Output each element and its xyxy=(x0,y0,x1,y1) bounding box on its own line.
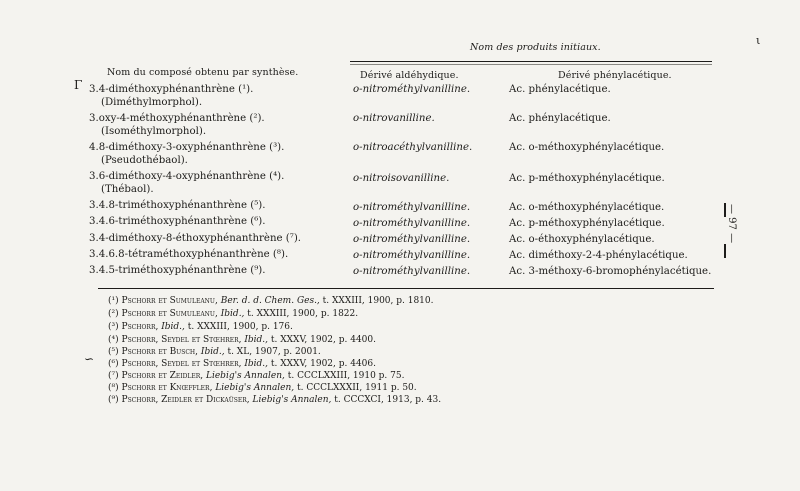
footnote-rest: t. XL, 1907, p. 2001. xyxy=(227,347,321,357)
footnote-authors: Pschorr, Seydel et Stœhrer, xyxy=(121,335,242,345)
footnote-source: Liebig's Annalen, xyxy=(215,383,295,393)
initial-products-heading: Nom des produits initiaux. xyxy=(470,42,601,53)
compound-name: 3.oxy-4-méthoxyphénanthrène (²). xyxy=(89,113,265,124)
footnote xyxy=(108,395,441,405)
compound-name: 3.4.6.8-tétraméthoxyphénanthrène (⁸). xyxy=(89,249,289,260)
footnote-number: (¹) xyxy=(108,296,119,306)
phenylacetic-derivative: Ac. o-méthoxyphénylacétique. xyxy=(509,202,665,213)
footnote-number: (⁶) xyxy=(108,359,119,369)
footnote-source: Ibid., xyxy=(244,335,269,345)
aldehyde-derivative: o-nitrométhylvanilline. xyxy=(353,266,471,277)
left-margin-mark-bottom: ∽ xyxy=(84,352,95,366)
footnote-number: (²) xyxy=(108,309,119,319)
footnote xyxy=(108,322,293,332)
footnote-source: Ibid., xyxy=(220,309,245,319)
aldehyde-derivative: o-nitrométhylvanilline. xyxy=(353,234,471,245)
footnote-number: (⁸) xyxy=(108,383,119,393)
phenylacetic-derivative: Ac. phénylacétique. xyxy=(509,113,611,124)
phenylacetic-derivative: Ac. o-méthoxyphénylacétique. xyxy=(509,142,665,153)
compound-name: 3.4-diméthoxy-8-éthoxyphénanthrène (⁷). xyxy=(89,233,302,244)
footnote-number: (⁴) xyxy=(108,335,119,345)
aldehyde-derivative: o-nitrométhylvanilline. xyxy=(353,218,471,229)
footnote-authors: Pschorr, Zeidler et Dickaüser, xyxy=(121,395,250,405)
footnote-authors: Pschorr, Seydel et Stœhrer, xyxy=(121,359,242,369)
footnote-number: (⁵) xyxy=(108,347,119,357)
top-right-mark: ι xyxy=(756,34,761,47)
footnote-rest: t. XXXV, 1902, p. 4400. xyxy=(270,335,376,345)
footnote xyxy=(108,359,376,369)
footnote-source: Ibid., xyxy=(200,347,225,357)
footnote-authors: Pschorr, xyxy=(121,322,159,332)
phenylacetic-derivative: Ac. diméthoxy-2-4-phénylacétique. xyxy=(509,250,688,261)
footnote xyxy=(108,309,358,319)
footnote-source: Ber. d. d. Chem. Ges., xyxy=(220,296,320,306)
margin-bar-top xyxy=(724,203,726,217)
footnote-source: Ibid., xyxy=(161,322,185,332)
footnote xyxy=(108,335,376,345)
footnote-number: (⁷) xyxy=(108,371,119,381)
footnote-authors: Pschorr et Sumuleanu, xyxy=(121,296,218,306)
compound-name: 4.8-diméthoxy-3-oxyphénanthrène (³). xyxy=(89,142,285,153)
footnote-number: (⁹) xyxy=(108,395,119,405)
footnote-rest: t. XXXIII, 1900, p. 1810. xyxy=(322,296,434,306)
phenylacetic-derivative: Ac. p-méthoxyphénylacétique. xyxy=(509,173,665,184)
footnote xyxy=(108,371,404,381)
footnote-source: Ibid., xyxy=(244,359,269,369)
column-header-aldehyde: Dérivé aldéhydique. xyxy=(360,70,459,81)
header-rule-shadow xyxy=(350,64,712,65)
header-rule-top xyxy=(350,61,712,62)
table-bottom-rule xyxy=(98,288,714,289)
footnote xyxy=(108,296,434,306)
footnote-number: (³) xyxy=(108,322,119,332)
compound-common-name: (Thébaol). xyxy=(101,184,154,195)
phenylacetic-derivative: Ac. 3-méthoxy-6-bromophénylacétique. xyxy=(509,266,712,277)
compound-name: 3.4.5-triméthoxyphénanthrène (⁹). xyxy=(89,265,266,276)
footnote xyxy=(108,383,417,393)
footnote-rest: t. CCCLXXXII, 1911 p. 50. xyxy=(297,383,417,393)
compound-name: 3.4.6-triméthoxyphénanthrène (⁶). xyxy=(89,216,266,227)
page-number: — 97 — xyxy=(726,204,737,244)
compound-common-name: (Isométhylmorphol). xyxy=(101,126,207,137)
aldehyde-derivative: o-nitrométhylvanilline. xyxy=(353,250,471,261)
footnote-authors: Pschorr et Busch, xyxy=(121,347,199,357)
compound-name: 3.6-diméthoxy-4-oxyphénanthrène (⁴). xyxy=(89,171,285,182)
footnote-source: Liebig's Annalen, xyxy=(252,395,332,405)
left-margin-mark-top: Γ xyxy=(74,78,83,92)
footnote-rest: t. XXXV, 1902, p. 4406. xyxy=(270,359,376,369)
footnote-source: Liebig's Annalen, xyxy=(206,371,285,381)
aldehyde-derivative: o-nitrovanilline. xyxy=(353,113,435,124)
footnote-rest: t. XXXIII, 1900, p. 176. xyxy=(187,322,293,332)
footnote-authors: Pschorr et Sumuleanu, xyxy=(121,309,218,319)
footnote-rest: t. XXXIII, 1900, p. 1822. xyxy=(247,309,359,319)
compound-name: 3.4-diméthoxyphénanthrène (¹). xyxy=(89,84,254,95)
compound-common-name: (Pseudothébaol). xyxy=(101,155,188,166)
footnote-authors: Pschorr et Knœffler, xyxy=(121,383,213,393)
footnote-rest: t. CCCLXXIII, 1910 p. 75. xyxy=(287,371,405,381)
margin-bar-bottom xyxy=(724,244,726,258)
footnote-authors: Pschorr et Zeidler, xyxy=(121,371,204,381)
footnote-rest: t. CCCXCI, 1913, p. 43. xyxy=(334,395,442,405)
phenylacetic-derivative: Ac. p-méthoxyphénylacétique. xyxy=(509,218,665,229)
aldehyde-derivative: o-nitroisovanilline. xyxy=(353,173,450,184)
phenylacetic-derivative: Ac. o-éthoxyphénylacétique. xyxy=(509,234,655,245)
aldehyde-derivative: o-nitroacéthylvanilline. xyxy=(353,142,473,153)
aldehyde-derivative: o-nitrométhylvanilline. xyxy=(353,202,471,213)
compound-name: 3.4.8-triméthoxyphénanthrène (⁵). xyxy=(89,200,266,211)
phenylacetic-derivative: Ac. phénylacétique. xyxy=(509,84,611,95)
aldehyde-derivative: o-nitrométhylvanilline. xyxy=(353,84,471,95)
footnote xyxy=(108,347,321,357)
column-header-compound: Nom du composé obtenu par synthèse. xyxy=(107,67,299,78)
compound-common-name: (Diméthylmorphol). xyxy=(101,97,203,108)
column-header-phenylacetic: Dérivé phénylacétique. xyxy=(558,70,672,81)
